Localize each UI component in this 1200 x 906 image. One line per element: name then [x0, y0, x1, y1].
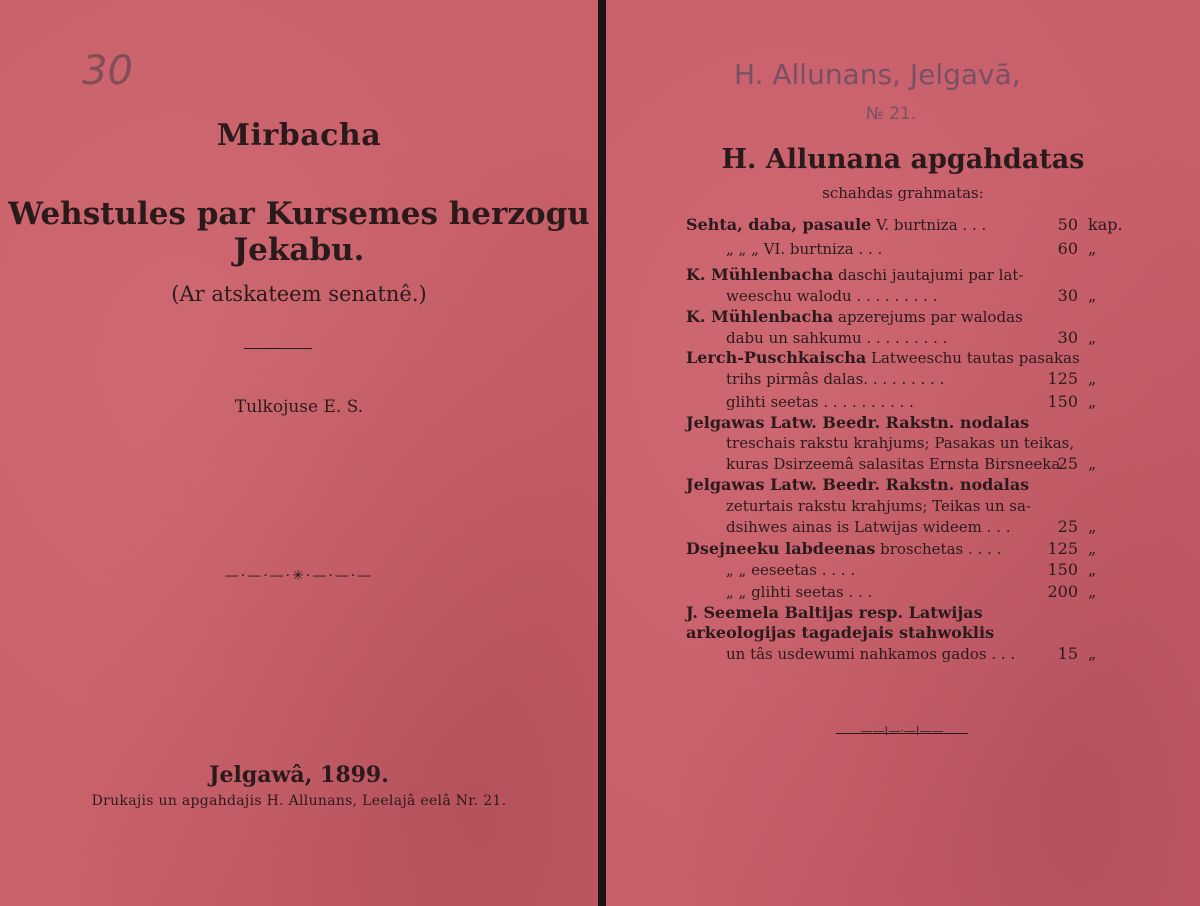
catalog-entry	[686, 266, 1024, 284]
entry-description: apzerejums par walodas	[838, 308, 1023, 326]
entry-description: V. burtniza . . .	[876, 216, 987, 234]
entry-price: 60	[1057, 239, 1078, 258]
entry-description: zeturtais rakstu krahjums; Teikas un sa-	[726, 497, 1031, 515]
entry-unit: „	[1088, 517, 1097, 536]
entry-author-name: J. Seemela Baltijas resp. Latwijas	[686, 603, 983, 622]
translator-credit: Tulkojuse E. S.	[234, 397, 364, 417]
catalog-entry	[726, 240, 882, 258]
entry-price: 125	[1047, 369, 1078, 388]
entry-price: 15	[1057, 644, 1078, 663]
entry-price: 150	[1047, 392, 1078, 411]
title-line-1: Mirbacha	[216, 118, 382, 153]
entry-unit: „	[1088, 369, 1097, 388]
ornament-divider: —·—·—·✳·—·—·—	[224, 568, 374, 584]
catalog-entry	[686, 349, 1080, 367]
entry-description: weeschu walodu . . . . . . . . .	[726, 287, 938, 305]
entry-author-name: K. Mühlenbacha	[686, 265, 834, 284]
catalog-entry	[726, 287, 937, 305]
entry-author-name: K. Mühlenbacha	[686, 307, 834, 326]
entry-unit: „	[1088, 454, 1097, 473]
entry-price: 25	[1057, 454, 1078, 473]
publisher-stamp-line-2: № 21.	[866, 104, 917, 124]
catalog-entry	[686, 624, 994, 642]
entry-author-name: arkeologijas tagadejais stahwoklis	[686, 623, 995, 642]
entry-price: 30	[1057, 328, 1078, 347]
entry-unit: „	[1088, 392, 1097, 411]
catalog-title: H. Allunana apgahdatas	[721, 144, 1085, 175]
catalog-entry	[726, 434, 1074, 452]
entry-author-name: Sehta, daba, pasaule	[686, 215, 872, 234]
entry-unit: kap.	[1088, 215, 1123, 234]
catalog-entry	[686, 308, 1023, 326]
entry-description: dsihwes ainas is Latwijas wideem . . .	[726, 518, 1011, 536]
handwritten-number: 30	[82, 48, 133, 94]
entry-author-name: Lerch-Puschkaischa	[686, 348, 867, 367]
catalog-entry	[726, 561, 855, 579]
entry-price: 50	[1057, 215, 1078, 234]
entry-description: „ „ „ VI. burtniza . . .	[726, 240, 883, 258]
entry-unit: „	[1088, 539, 1097, 558]
subtitle: (Ar atskateem senatnê.)	[171, 282, 427, 306]
entry-unit: „	[1088, 644, 1097, 663]
catalog-entry	[726, 455, 1060, 473]
entry-description: „ „ eeseetas . . . .	[726, 561, 856, 579]
entry-author-name: Jelgawas Latw. Beedr. Rakstn. nodalas	[686, 413, 1030, 432]
entry-price: 125	[1047, 539, 1078, 558]
entry-description: Latweeschu tautas pasakas	[870, 349, 1080, 367]
catalog-entry	[686, 540, 1001, 558]
divider-rule	[244, 348, 312, 349]
entry-unit: „	[1088, 560, 1097, 579]
entry-description: broschetas . . . .	[880, 540, 1002, 558]
catalog-subtitle: schahdas grahmatas:	[822, 184, 984, 202]
entry-unit: „	[1088, 582, 1097, 601]
title-line-2: Wehstules par Kursemes herzogu Jekabu.	[8, 196, 590, 268]
entry-description: un tâs usdewumi nahkamos gados . . .	[726, 645, 1016, 663]
catalog-entry	[726, 329, 947, 347]
entry-unit: „	[1088, 239, 1097, 258]
printer-imprint: Drukajis un apgahdajis H. Allunans, Leelajâ eelâ Nr. 21.	[91, 793, 507, 809]
entry-unit: „	[1088, 328, 1097, 347]
catalog-entry	[726, 497, 1031, 515]
entry-description: dabu un sahkumu . . . . . . . . .	[726, 329, 948, 347]
publisher-stamp-line-1: H. Allunans, Jelgavā,	[734, 58, 1021, 91]
place-and-year: Jelgawâ, 1899.	[209, 762, 389, 788]
entry-description: daschi jautajumi par lat-	[838, 266, 1024, 284]
bottom-ornament: ——ǀ—·—ǀ——	[860, 724, 944, 738]
entry-description: trihs pirmâs dalas. . . . . . . . .	[726, 370, 945, 388]
entry-price: 25	[1057, 517, 1078, 536]
catalog-entry	[726, 583, 872, 601]
entry-author-name: Jelgawas Latw. Beedr. Rakstn. nodalas	[686, 475, 1030, 494]
entry-price: 150	[1047, 560, 1078, 579]
catalog-entry	[726, 645, 1015, 663]
entry-description: „ „ glihti seetas . . .	[726, 583, 873, 601]
catalog-entry	[726, 393, 914, 411]
entry-price: 200	[1047, 582, 1078, 601]
entry-price: 30	[1057, 286, 1078, 305]
catalog-entry	[686, 414, 1029, 432]
catalog-entry	[726, 370, 944, 388]
right-back-page	[606, 0, 1200, 906]
book-spine	[598, 0, 606, 906]
catalog-entry	[686, 476, 1029, 494]
entry-description: treschais rakstu krahjums; Pasakas un teikas,	[726, 434, 1075, 452]
catalog-entry	[726, 518, 1010, 536]
entry-unit: „	[1088, 286, 1097, 305]
entry-description: kuras Dsirzeemâ salasitas Ernsta Birsneeka	[726, 455, 1061, 473]
entry-author-name: Dsejneeku labdeenas	[686, 539, 876, 558]
entry-description: glihti seetas . . . . . . . . . .	[726, 393, 914, 411]
catalog-entry	[686, 604, 983, 622]
catalog-entry	[686, 216, 986, 234]
